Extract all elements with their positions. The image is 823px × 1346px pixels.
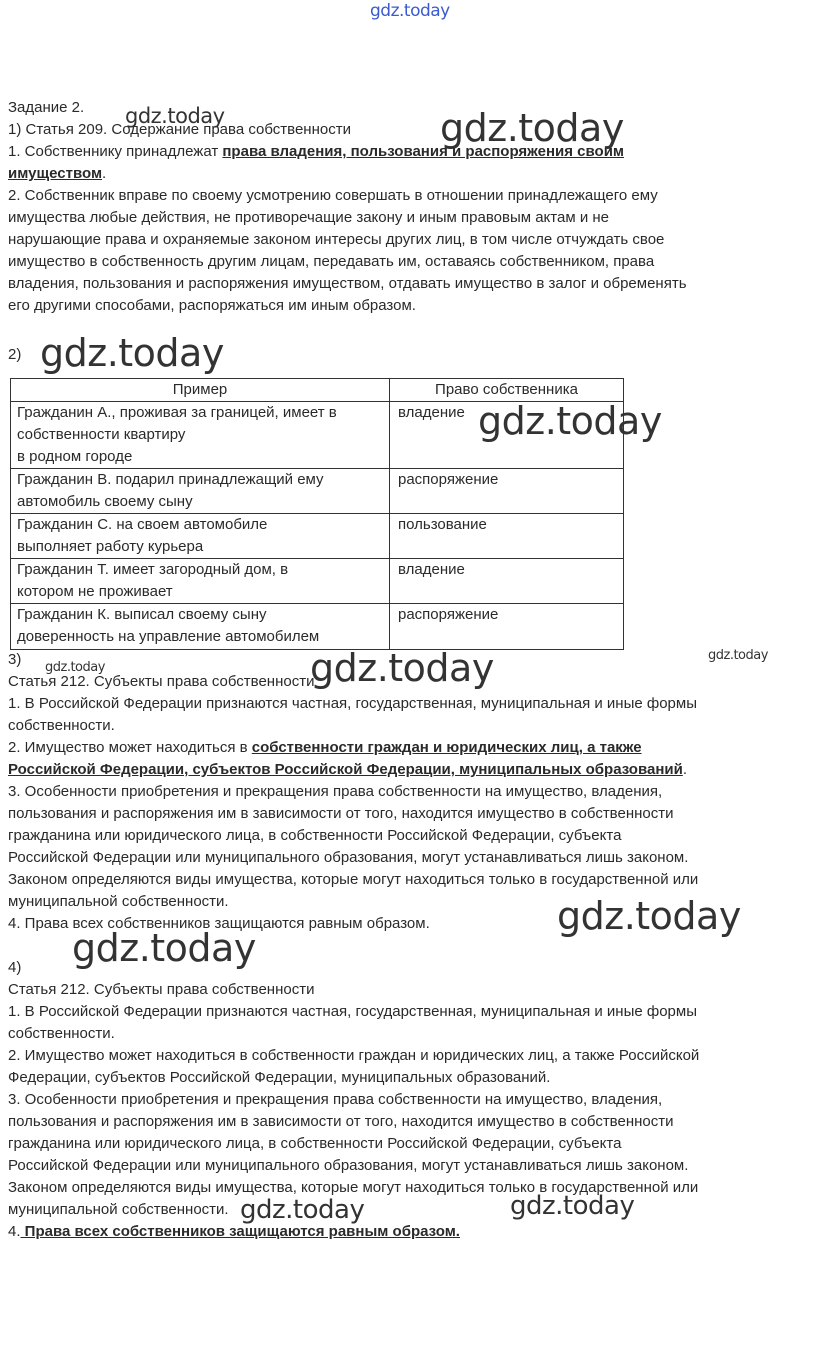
text-segment: пользования и распоряжения им в зависимости от того, находится имущество в собственности (8, 1113, 674, 1130)
ownership-right-cell: владение (390, 559, 624, 604)
text-segment: Российской Федерации или муниципального образования, могут устанавливаться лишь законом. (8, 1157, 689, 1174)
section-3 (8, 649, 698, 935)
text-line (8, 803, 698, 825)
text-segment: имущество в собственность другим лицам, передавать им, оставаясь собственником, права (8, 253, 655, 270)
text-line (8, 185, 687, 207)
text-segment: Законом определяются виды имущества, которые могут находиться только в государственной или (8, 1179, 699, 1196)
text-line (8, 1089, 699, 1111)
emphasized-text: права владения, пользования и распоряжения своим (222, 143, 625, 160)
text-segment: 1. Собственнику принадлежат (8, 143, 223, 160)
text-line (8, 1111, 699, 1133)
text-line (8, 1133, 699, 1155)
text-segment: нарушающие права и охраняемые законом интересы других лиц, в том числе отчуждать свое (8, 231, 665, 248)
example-text: Гражданин В. подарил принадлежащий ему (17, 471, 324, 488)
emphasized-text: Российской Федерации, субъектов Российской Федерации, муниципальных образований (8, 761, 683, 778)
text-line (8, 825, 698, 847)
example-cell (11, 402, 390, 469)
table-row (11, 559, 624, 604)
text-segment: 2. Имущество может находиться в (8, 739, 252, 756)
text-segment: 3. Особенности приобретения и прекращения права собственности на имущество, владения, (8, 783, 663, 800)
text-segment: Задание 2. (8, 99, 85, 116)
text-segment: Федерации, субъектов Российской Федерации, муниципальных образований. (8, 1069, 551, 1086)
text-segment: его другими способами, распоряжаться им иным образом. (8, 297, 416, 314)
text-segment: 3) (8, 651, 22, 668)
text-segment: 1) Статья 209. Содержание права собственности (8, 121, 351, 138)
text-line (8, 869, 698, 891)
text-line (8, 207, 687, 229)
watermark: gdz.today (310, 646, 494, 690)
example-text: доверенность на управление автомобилем (17, 628, 320, 645)
text-line (8, 229, 687, 251)
header-example: Пример (11, 379, 390, 402)
text-line (8, 781, 698, 803)
text-segment: 4) (8, 959, 22, 976)
watermark: gdz.today (478, 399, 662, 443)
text-segment: Российской Федерации или муниципального образования, могут устанавливаться лишь законом. (8, 849, 689, 866)
emphasized-text: собственности граждан и юридических лиц, а также (251, 739, 642, 756)
text-line (8, 163, 687, 185)
text-line (8, 1067, 699, 1089)
text-segment: муниципальной собственности. (8, 893, 229, 910)
text-segment: Статья 212. Субъекты права собственности (8, 673, 315, 690)
text-segment: 4. Права всех собственников защищаются равным образом. (8, 915, 430, 932)
example-text: Гражданин К. выписал своему сыну (17, 606, 267, 623)
table-row (11, 604, 624, 650)
text-segment: 1. В Российской Федерации признаются частная, государственная, муниципальная и иные формы (8, 1003, 697, 1020)
ownership-right-cell: пользование (390, 514, 624, 559)
text-segment: Законом определяются виды имущества, которые могут находиться только в государственной или (8, 871, 699, 888)
text-line (8, 1023, 699, 1045)
example-text: в родном городе (17, 448, 133, 465)
watermark: gdz.today (240, 1195, 365, 1225)
example-text: котором не проживает (17, 583, 173, 600)
text-line (8, 251, 687, 273)
text-line (8, 1155, 699, 1177)
table-row (11, 469, 624, 514)
watermark: gdz.today (440, 106, 624, 150)
header-right: Право собственника (390, 379, 624, 402)
text-line (8, 759, 698, 781)
text-segment: 3. Особенности приобретения и прекращения права собственности на имущество, владения, (8, 1091, 663, 1108)
watermark: gdz.today (510, 1191, 635, 1221)
text-segment: . (682, 761, 688, 778)
text-line (8, 693, 698, 715)
text-segment: муниципальной собственности. (8, 1201, 229, 1218)
text-segment: собственности. (8, 717, 115, 734)
watermark: gdz.today (45, 660, 105, 675)
text-line (8, 273, 687, 295)
ownership-right-cell: владение (390, 402, 624, 469)
text-segment: имущества любые действия, не противоречащие закону и иным правовым актам и не (8, 209, 609, 226)
text-segment: 2. Имущество может находиться в собственности граждан и юридических лиц, а также Российской (8, 1047, 700, 1064)
text-line (8, 737, 698, 759)
text-segment: гражданина или юридического лица, в собственности Российской Федерации, субъекта (8, 1135, 622, 1152)
example-cell (11, 514, 390, 559)
text-line (8, 1001, 699, 1023)
emphasized-text: Права всех собственников защищаются равным образом. (20, 1223, 460, 1240)
example-text: Гражданин А., проживая за границей, имеет в (17, 404, 337, 421)
table-row (11, 514, 624, 559)
watermark: gdz.today (72, 926, 256, 970)
text-segment: 2. Собственник вправе по своему усмотрению совершать в отношении принадлежащего ему (8, 187, 658, 204)
text-line (8, 1045, 699, 1067)
watermark: gdz.today (40, 331, 224, 375)
example-cell (11, 469, 390, 514)
text-segment: владения, пользования и распоряжения имуществом, отдавать имущество в залог и обременять (8, 275, 687, 292)
watermark: gdz.today (557, 894, 741, 938)
text-segment: гражданина или юридического лица, в собственности Российской Федерации, субъекта (8, 827, 622, 844)
example-text: собственности квартиру (17, 426, 186, 443)
emphasized-text: имуществом (8, 165, 103, 182)
example-text: выполняет работу курьера (17, 538, 204, 555)
example-cell (11, 559, 390, 604)
text-segment: 4. (8, 1223, 21, 1240)
text-segment: . (102, 165, 107, 182)
example-text: Гражданин С. на своем автомобиле (17, 516, 268, 533)
text-line (8, 295, 687, 317)
watermark: gdz.today (370, 1, 450, 21)
example-cell (11, 604, 390, 650)
example-text: автомобиль своему сыну (17, 493, 193, 510)
text-line (8, 979, 699, 1001)
text-segment: собственности. (8, 1025, 115, 1042)
section-2-label: 2) (8, 346, 22, 363)
text-line (8, 847, 698, 869)
ownership-right-cell: распоряжение (390, 604, 624, 650)
text-line (8, 715, 698, 737)
watermark: gdz.today (125, 104, 225, 128)
text-segment: пользования и распоряжения им в зависимости от того, находится имущество в собственности (8, 805, 674, 822)
example-text: Гражданин Т. имеет загородный дом, в (17, 561, 289, 578)
ownership-right-cell: распоряжение (390, 469, 624, 514)
text-segment: 1. В Российской Федерации признаются частная, государственная, муниципальная и иные формы (8, 695, 697, 712)
text-segment: Статья 212. Субъекты права собственности (8, 981, 315, 998)
watermark: gdz.today (708, 648, 768, 663)
